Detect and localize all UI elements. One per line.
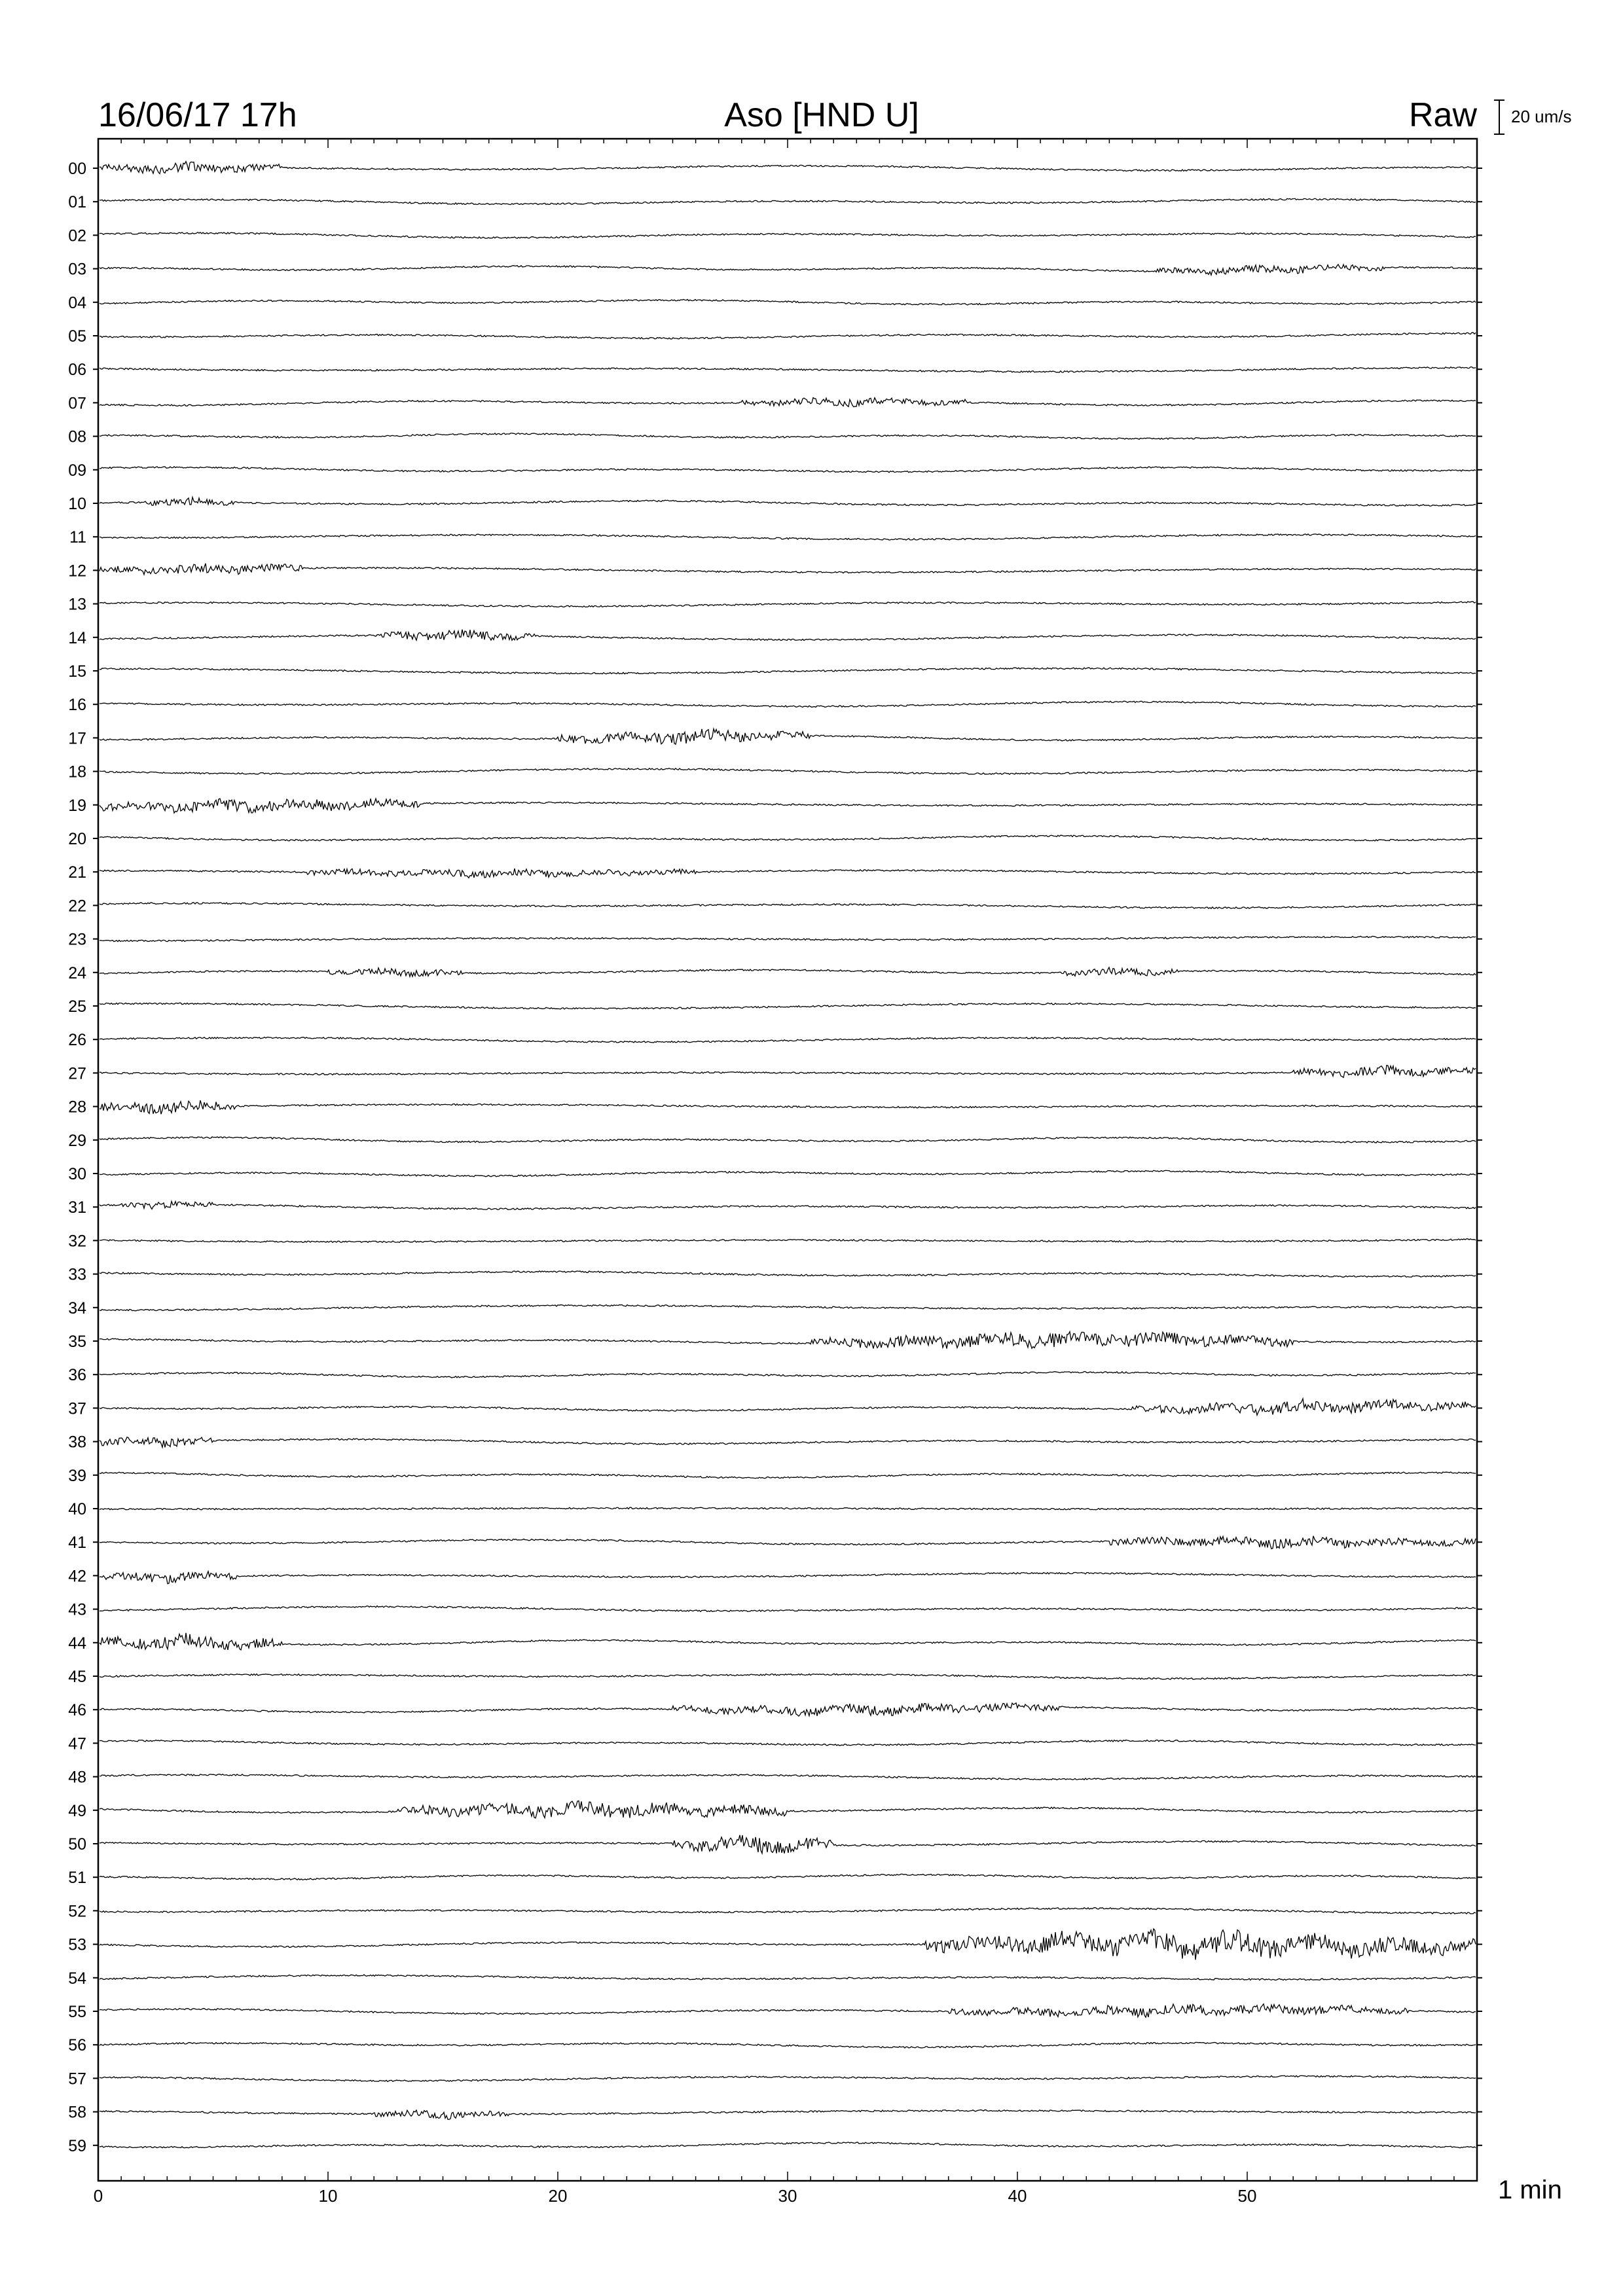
row-label-56: 56	[68, 2036, 86, 2055]
row-label-54: 54	[68, 1969, 86, 1988]
row-label-51: 51	[68, 1869, 86, 1888]
row-label-01: 01	[68, 193, 86, 212]
row-label-37: 37	[68, 1399, 86, 1418]
row-label-38: 38	[68, 1433, 86, 1452]
x-tick-label: 50	[1237, 2186, 1257, 2206]
row-label-12: 12	[68, 562, 86, 581]
x-tick-label: 30	[778, 2186, 797, 2206]
x-axis-label: 1 min	[1498, 2176, 1562, 2204]
row-label-26: 26	[68, 1031, 86, 1050]
row-label-49: 49	[68, 1801, 86, 1820]
row-label-46: 46	[68, 1701, 86, 1720]
row-label-06: 06	[68, 361, 86, 380]
chart-datetime: 16/06/17 17h	[98, 96, 297, 134]
row-label-14: 14	[68, 628, 86, 647]
row-label-50: 50	[68, 1835, 86, 1854]
row-label-36: 36	[68, 1366, 86, 1385]
row-label-29: 29	[68, 1131, 86, 1150]
x-tick-label: 0	[93, 2186, 103, 2206]
x-tick-label: 40	[1008, 2186, 1027, 2206]
row-label-10: 10	[68, 495, 86, 513]
row-label-25: 25	[68, 997, 86, 1016]
row-label-44: 44	[68, 1634, 86, 1653]
row-label-19: 19	[68, 796, 86, 815]
row-label-22: 22	[68, 897, 86, 916]
row-label-18: 18	[68, 762, 86, 781]
row-label-27: 27	[68, 1064, 86, 1083]
row-label-08: 08	[68, 427, 86, 446]
row-label-03: 03	[68, 260, 86, 279]
row-label-17: 17	[68, 729, 86, 748]
row-label-57: 57	[68, 2070, 86, 2089]
row-label-24: 24	[68, 963, 86, 982]
row-label-11: 11	[69, 528, 86, 547]
row-label-52: 52	[68, 1902, 86, 1921]
row-label-05: 05	[68, 327, 86, 346]
row-label-23: 23	[68, 930, 86, 949]
row-label-30: 30	[68, 1165, 86, 1183]
row-label-53: 53	[68, 1935, 86, 1954]
chart-title: Aso [HND U]	[724, 96, 919, 134]
row-label-40: 40	[68, 1500, 86, 1518]
row-label-33: 33	[68, 1265, 86, 1284]
row-label-34: 34	[68, 1299, 86, 1318]
row-label-43: 43	[68, 1600, 86, 1619]
chart-mode-label: Raw	[1408, 96, 1477, 134]
row-label-21: 21	[68, 863, 86, 882]
row-label-07: 07	[68, 394, 86, 413]
row-label-39: 39	[68, 1466, 86, 1485]
row-label-13: 13	[68, 595, 86, 614]
row-label-59: 59	[68, 2136, 86, 2155]
row-label-15: 15	[68, 662, 86, 681]
row-label-04: 04	[68, 293, 86, 312]
row-label-28: 28	[68, 1098, 86, 1117]
row-label-42: 42	[68, 1567, 86, 1586]
scale-bar-label: 20 um/s	[1511, 107, 1572, 126]
row-label-47: 47	[68, 1734, 86, 1753]
row-label-32: 32	[68, 1232, 86, 1251]
row-label-41: 41	[68, 1534, 86, 1552]
row-label-02: 02	[68, 226, 86, 245]
row-label-16: 16	[68, 696, 86, 715]
row-label-35: 35	[68, 1333, 86, 1351]
row-label-31: 31	[68, 1198, 86, 1217]
row-label-45: 45	[68, 1668, 86, 1686]
row-label-48: 48	[68, 1768, 86, 1787]
row-label-58: 58	[68, 2103, 86, 2122]
row-label-55: 55	[68, 2003, 86, 2021]
row-label-00: 00	[68, 160, 86, 178]
row-label-09: 09	[68, 461, 86, 480]
x-tick-label: 20	[548, 2186, 568, 2206]
x-tick-label: 10	[318, 2186, 338, 2206]
row-label-20: 20	[68, 830, 86, 848]
